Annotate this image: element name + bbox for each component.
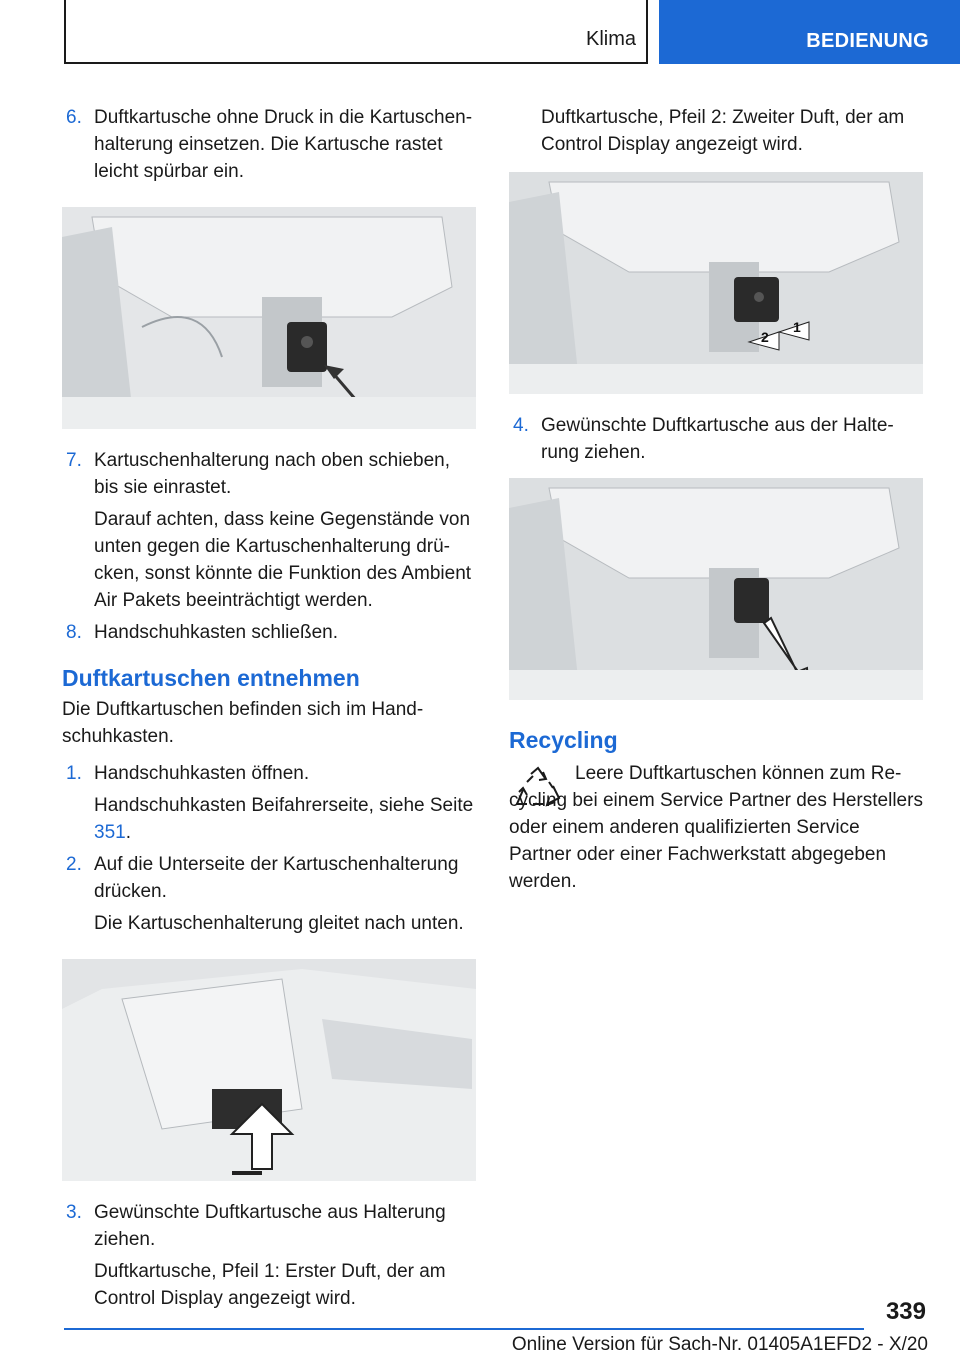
photo-cartridge-remove xyxy=(509,478,923,700)
step-text: Handschuhkasten öffnen. xyxy=(94,763,310,784)
step-number: 6. xyxy=(66,107,82,128)
holder-illustration xyxy=(62,959,476,1181)
header-chapter-bar xyxy=(659,0,960,64)
step-3-note-cont: Duftkartusche, Pfeil 2: Zweiter Duft, der am Control Display angezeigt wird. xyxy=(541,107,905,155)
recycle-icon xyxy=(513,764,563,814)
step-text: Duftkartusche ohne Druck in die Kartuschenhalterung einsetzen. Die Kartusche rastet leicht spürbar ein. xyxy=(94,107,473,182)
step-1 xyxy=(62,760,476,787)
note-suffix: . xyxy=(125,822,131,843)
section-heading-recycling: Recycling xyxy=(509,727,618,753)
recycling-text xyxy=(509,760,923,895)
step-number: 8. xyxy=(66,622,82,643)
step-text: Handschuhkasten schließen. xyxy=(94,622,338,643)
step-4 xyxy=(509,412,923,466)
photo-cartridge-insert xyxy=(62,207,476,429)
step-text: Gewünschte Duftkartusche aus der Halterung ziehen. xyxy=(541,415,894,463)
step-text: Gewünschte Duftkartusche aus Halterung ziehen. xyxy=(94,1202,446,1250)
header-chapter: BEDIENUNG xyxy=(806,30,929,52)
intro-text: Die Duftkartuschen befinden sich im Handschuhkasten. xyxy=(62,699,424,747)
step-8 xyxy=(62,619,476,646)
step-6 xyxy=(62,104,476,185)
footer-divider xyxy=(64,1328,864,1330)
section-heading-remove: Duftkartuschen entnehmen xyxy=(62,665,360,691)
step-1-note xyxy=(62,792,476,846)
step-7-note: Darauf achten, dass keine Gegenstände von unten gegen die Kartuschenhalterung drücken, sonst könnte die Funktion des Ambient Air Pakets beeinträchtigt werden. xyxy=(94,509,472,611)
step-3 xyxy=(62,1199,476,1253)
photo-cartridge-arrows xyxy=(509,172,923,394)
page-link[interactable]: 351 xyxy=(94,822,126,843)
step-2 xyxy=(62,851,476,905)
step-text: Kartuschenhalterung nach oben schieben, bis sie einrastet. xyxy=(94,450,450,498)
recycling-body: Leere Duftkartuschen können zum Recycling bei einem Service Partner des Herstellers oder einem anderen qualifizierten Service Partner oder einer Fachwerkstatt abgegeben werden. xyxy=(509,763,923,892)
step-text: Auf die Unterseite der Kartuschenhalterung drücken. xyxy=(94,854,459,902)
photo-holder-slide xyxy=(62,959,476,1181)
recycling-block xyxy=(509,760,923,895)
page-number: 339 xyxy=(885,1298,926,1325)
step-number: 3. xyxy=(66,1202,82,1223)
step-number: 7. xyxy=(66,450,82,471)
step-number: 4. xyxy=(513,415,529,436)
right-column xyxy=(509,104,923,895)
left-column xyxy=(62,104,476,1317)
arrow-label-1: 1 xyxy=(793,319,801,335)
step-3-note: Duftkartusche, Pfeil 1: Erster Duft, der am Control Display angezeigt wird. xyxy=(94,1261,446,1309)
step-2-note: Die Kartuschenhalterung gleitet nach unten. xyxy=(94,913,464,934)
glovebox-illustration xyxy=(62,207,476,429)
step-7 xyxy=(62,447,476,501)
cartridges-illustration xyxy=(509,172,923,394)
footer-text: Online Version für Sach-Nr. 01405A1EFD2 - X/20 xyxy=(511,1334,928,1355)
step-number: 1. xyxy=(66,763,82,784)
header-section: Klima xyxy=(585,28,636,50)
note-text: Handschuhkasten Beifahrerseite, siehe Seite xyxy=(94,795,474,816)
step-number: 2. xyxy=(66,854,82,875)
remove-illustration xyxy=(509,478,923,700)
arrow-label-2: 2 xyxy=(761,329,769,345)
